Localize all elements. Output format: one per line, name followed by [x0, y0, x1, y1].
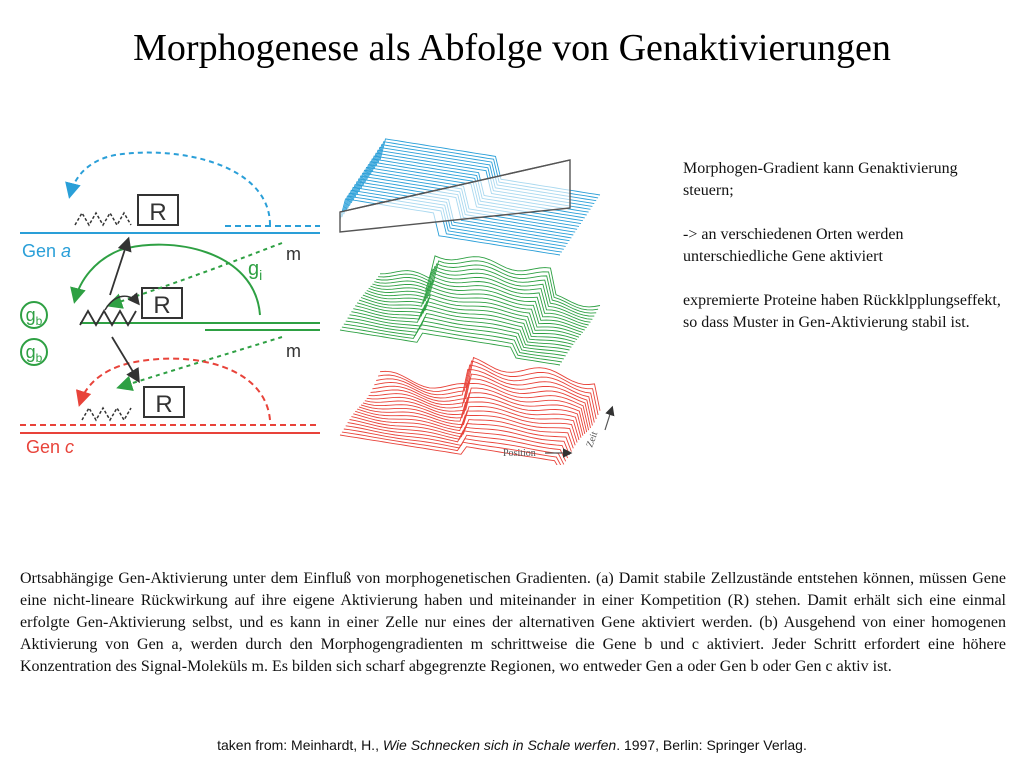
time-axis — [605, 408, 612, 430]
source-book-title: Wie Schnecken sich in Schale werfen — [382, 737, 617, 753]
activation-surface-plots — [330, 130, 630, 465]
gene-c-label: Gen c — [26, 437, 75, 457]
morphogen-gradient-wedge — [340, 160, 570, 232]
surface-profile-line — [363, 397, 583, 435]
gb-label-upper: $g_b$ — [25, 305, 43, 328]
gene-c-surface — [340, 358, 600, 466]
side-text — [683, 158, 1003, 356]
source-citation — [0, 735, 1024, 755]
surface-profile-line — [344, 429, 564, 464]
surface-profile-line — [344, 324, 564, 359]
side-text-p2: -> an verschiedenen Orten werden unterschiedliche Gene aktiviert — [683, 226, 904, 265]
gene-b-surface — [340, 256, 600, 365]
gi-label: $g_i$ — [248, 258, 263, 283]
repressor-label-b: R — [153, 292, 171, 319]
activation-curve-arrow — [105, 296, 138, 310]
side-text-p3: expremierte Proteine haben Rückklpplungseffekt, so dass Muster in Gen-Aktivierung stabil ist. — [683, 292, 1001, 331]
surface-profile-line — [359, 295, 579, 338]
gb-label-lower: $g_b$ — [25, 342, 43, 365]
gene-a-label: Gen a — [22, 241, 72, 261]
slide-title: Morphogenese als Abfolge von Genaktivierungen — [133, 27, 891, 69]
surface-profile-line — [372, 374, 592, 425]
downregulation-arrow — [112, 337, 138, 380]
surface-profile-line — [342, 327, 562, 362]
source-suffix: . 1997, Berlin: Springer Verlag. — [616, 737, 807, 753]
source-prefix: taken from: Meinhardt, H., — [217, 737, 383, 753]
surface-profile-line — [361, 290, 581, 335]
gene-regulation-diagram — [20, 125, 330, 470]
signal-m-arrow-lower — [120, 337, 282, 387]
repressor-label-a: R — [149, 199, 167, 226]
gene-c-zigzag — [82, 408, 131, 420]
side-text-p1: Morphogen-Gradient kann Genaktivierung steuern; — [683, 160, 958, 199]
time-axis-label: Zeit — [584, 430, 601, 450]
surface-profile-line — [371, 379, 591, 428]
surface-profile-line — [367, 388, 587, 432]
signal-m-label-lower: m — [286, 341, 301, 361]
surface-profile-line — [357, 298, 577, 340]
position-axis-label: Position — [503, 448, 536, 459]
figure-caption: Ortsabhängige Gen-Aktivierung unter dem Einfluß von morphogenetischen Gradienten. (a) Damit stabile Zellzustände entstehen können, müssen Gene eine nicht-lineare Rückwirkung auf ihre eigene Aktivierung haben und miteinander in einer Kompetition (R) stehen. Damit erhält sich eine einmal erfolgte Gen-Aktivierung selbst, und es kann in einer Zelle nur eines der alternativen Gene aktiviert werden. (b) Ausgehend von einer homogenen Aktivierung von Gen a, werden durch den Morphogengradienten m schrittweise die Gene b und c aktiviert. Jeder Schritt erfordert eine höhere Konzentration des Signal-Moleküls m. Es bilden sich scharf abgegrenzte Regionen, wo entweder Gen a oder Gen b oder Gen c aktiv ist. — [20, 570, 1006, 675]
repressor-label-c: R — [155, 391, 173, 418]
upregulation-arrow — [110, 240, 128, 295]
signal-m-label-upper: m — [286, 244, 301, 264]
gene-a-zigzag — [75, 213, 131, 225]
